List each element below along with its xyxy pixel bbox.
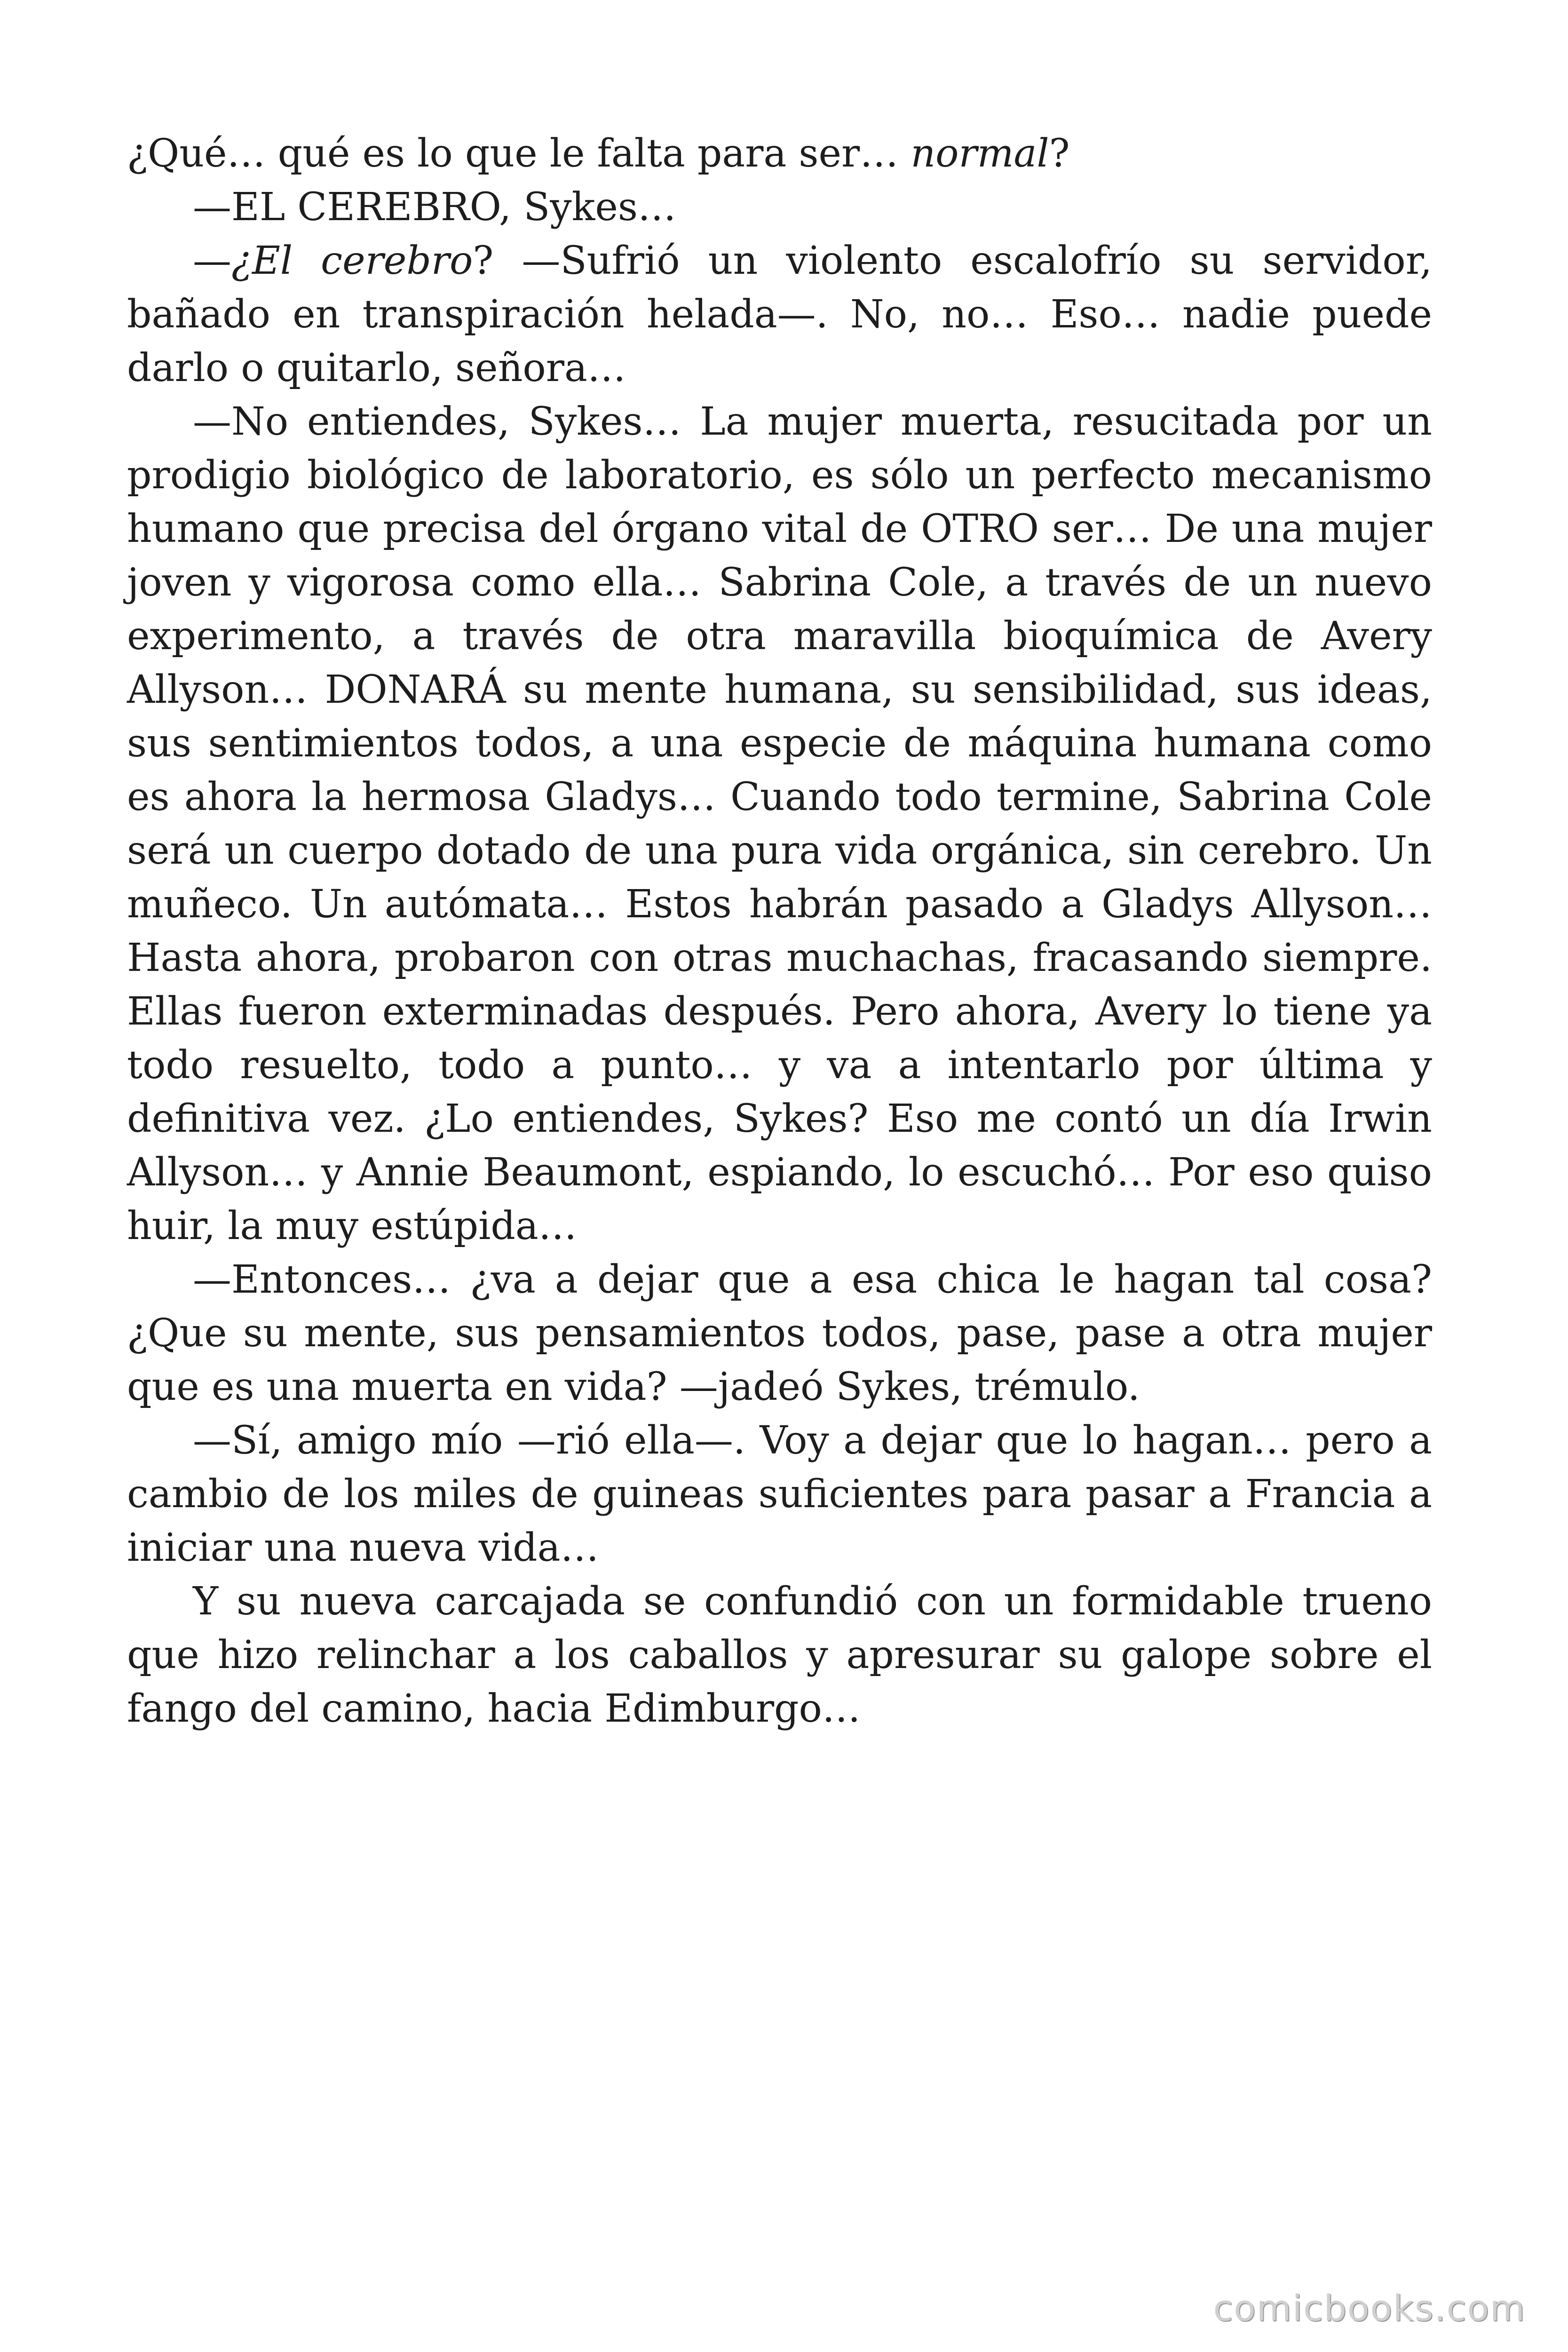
body-text bbox=[127, 127, 1432, 1736]
text-segment: ¿Qué… qué es lo que le falta para ser… bbox=[127, 131, 911, 176]
paragraph bbox=[127, 181, 1432, 234]
text-segment: ? —Sufrió un violento escalofrío su servidor, bañado en transpiración helada—. No, no… Eso… nadie puede darlo o quitarlo, señora… bbox=[127, 238, 1432, 390]
text-segment: —No entiendes, Sykes… La mujer muerta, resucitada por un prodigio biológico de laboratorio, es sólo un perfecto mecanismo humano que precisa del órgano vital de OTRO ser… De una mujer joven y vigorosa como ella… Sabrina Cole, a través de un nuevo experimento, a través de otra maravilla bioquímica de Avery Allyson… DONARÁ su mente humana, su sensibilidad, sus ideas, sus sentimientos todos, a una especie de máquina humana como es ahora la hermosa Gladys… Cuando todo termine, Sabrina Cole será un cuerpo dotado de una pura vida orgánica, sin cerebro. Un muñeco. Un autómata… Estos habrán pasado a Gladys Allyson… Hasta ahora, probaron con otras muchachas, fracasando siempre. Ellas fueron exterminadas después. Pero ahora, Avery lo tiene ya todo resuelto, todo a punto… y va a intentarlo por última y definitiva vez. ¿Lo entiendes, Sykes? Eso me contó un día Irwin Allyson… y Annie Beaumont, espiando, lo escuchó… Por eso quiso huir, la muy estúpida… bbox=[127, 399, 1432, 1248]
paragraph bbox=[127, 127, 1432, 181]
italic-text-segment: ¿El cerebro bbox=[231, 238, 473, 283]
paragraph bbox=[127, 1253, 1432, 1414]
paragraph bbox=[127, 1575, 1432, 1736]
text-segment: —Entonces… ¿va a dejar que a esa chica le hagan tal cosa? ¿Que su mente, sus pensamientos todos, pase, pase a otra mujer que es una muerta en vida? —jadeó Sykes, trémulo. bbox=[127, 1257, 1432, 1409]
text-segment: — bbox=[193, 238, 231, 283]
text-segment: —EL CEREBRO, Sykes… bbox=[193, 185, 676, 230]
text-segment: —Sí, amigo mío —rió ella—. Voy a dejar que lo hagan… pero a cambio de los miles de guineas suficientes para pasar a Francia a iniciar una nueva vida… bbox=[127, 1418, 1432, 1570]
paragraph bbox=[127, 395, 1432, 1253]
paragraph bbox=[127, 234, 1432, 395]
paragraph bbox=[127, 1414, 1432, 1575]
text-segment: Y su nueva carcajada se confundió con un formidable trueno que hizo relinchar a los caballos y apresurar su galope sobre el fango del camino, hacia Edimburgo… bbox=[127, 1579, 1432, 1731]
italic-text-segment: normal bbox=[911, 131, 1049, 176]
text-segment: ? bbox=[1049, 131, 1070, 176]
site-watermark: comicbooks.com bbox=[1213, 2287, 1526, 2329]
